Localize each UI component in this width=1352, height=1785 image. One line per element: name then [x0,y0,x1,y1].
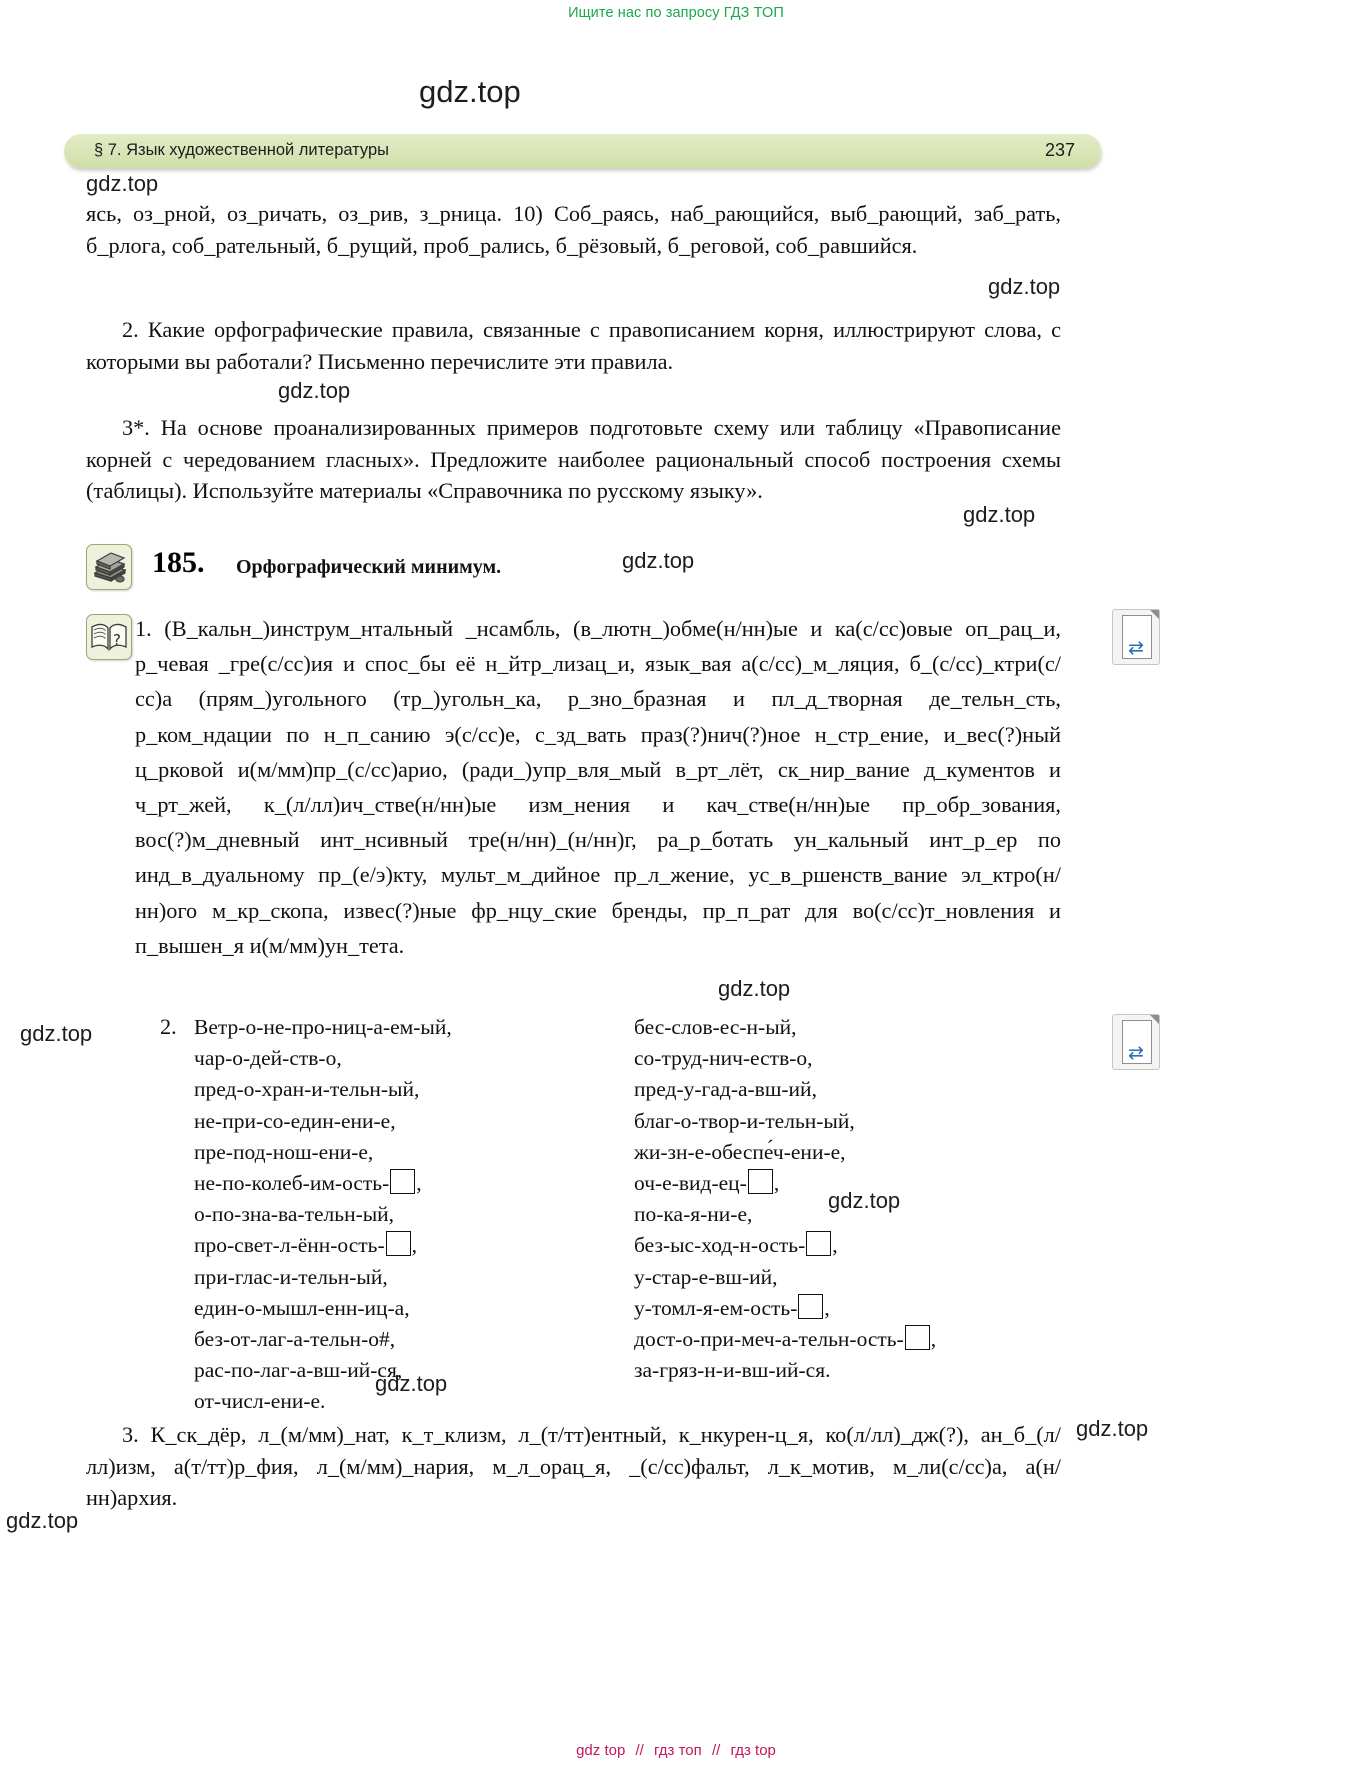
morpheme-word-text: един-о-мышл-енн-иц-а, [194,1295,410,1320]
morpheme-word-text: рас-по-лаг-а-вш-ий-ся, [194,1358,403,1383]
exercise-part-1-text: 1. (В_кальн_)инструм_нтальный _нсамбль, (в_лютн_)обме(н/нн)ые и ка(с/сс)овые оп_рац_и, р_чевая _гре(с/сс)ия и спос_бы её н_йтр_лизац_и, язык_вая а(с/сс)_м_ляция, б_(с/сс)_ктри(с/сс)а (прям_)угольного (тр_)угольн_ка, р_зно_бразная и пл_д_творная де_тельн_сть, р_ком_ндации по н_п_санию э(с/сс)е, с_зд_вать праз(?)нич(?)ное н_стр_ение, и_вес(?)ный ц_рковой и(м/мм)пр_(с/сс)арио, (ради_)упр_вля_мый в_рт_лёт, ск_нир_вание д_кументов и ч_рт_жей, к_(л/лл)ич_стве(н/нн)ые изм_нения и кач_стве(н/нн)ые пр_обр_зования, вос(?)м_дневный инт_нсивный тре(н/нн)_(н/нн)г, ра_р_ботать ун_кальный инт_р_ер по инд_в_дуальному пр_(е/э)кту, мульт_м_дийное пр_л_жение, ус_в_ршенств_вание эл_ктро(н/нн)ого м_кр_скопа, извес(?)ные фр_нцу_ские бренды, пр_п_рат для во(с/сс)т_новления и п_вышен_я и(м/мм)ун_тета. [135,616,1061,958]
morpheme-word-text: у-томл-я-ем-ость- [634,1295,798,1320]
watermark-large: gdz.top [419,74,521,109]
textbook-page [0,26,1352,1726]
morpheme-word-text: без-от-лаг-а-тельн-о#, [194,1327,396,1352]
watermark: gdz.top [1076,1416,1149,1441]
svg-text:?: ? [113,631,121,649]
part-2-left-column [194,1012,624,1418]
footer-item-2[interactable]: гдз топ [654,1742,702,1759]
morpheme-word [194,1106,624,1137]
morpheme-word-text: при-глас-и-тельн-ый, [194,1264,388,1289]
empty-suffix-box [806,1231,831,1256]
morpheme-word [194,1137,624,1168]
empty-suffix-box [386,1231,411,1256]
morpheme-word [194,1293,624,1324]
promo-text: Ищите нас по запросу ГДЗ ТОП [568,5,784,21]
morpheme-word-text: не-по-колеб-им-ость- [194,1171,390,1196]
watermark: gdz.top [988,274,1061,299]
page-corner-icon [1150,1015,1159,1024]
morpheme-word-text: не-при-со-един-ени-е, [194,1108,396,1133]
empty-suffix-box [748,1169,773,1194]
footer-links [0,1742,1352,1759]
morpheme-word [194,1262,624,1293]
empty-suffix-box [390,1169,415,1194]
promo-bar [0,0,1352,26]
morpheme-word [194,1324,624,1355]
paragraph-top-continuation: ясь, оз_рной, оз_ричать, оз_рив, з_рница. 10) Соб_раясь, наб_рающийся, выб_рающий, заб_рать, б_рлога, соб_рательный, б_рущий, проб_рались, б_рёзовый, б_реговой, соб_равшийся. [86,201,1061,258]
question-3: 3*. На основе проанализированных примеров подготовьте схему или таблицу «Правописание корней с чередованием гласных». Предложите наиболее рациональный способ построения схемы (таблицы). Используйте материалы «Справочника по русскому языку». [86,415,1061,503]
morpheme-word [194,1199,624,1230]
watermark: gdz.top [375,1371,448,1396]
morpheme-word-tail: , [773,1171,780,1196]
running-head-band [64,134,1101,168]
morpheme-word [194,1168,624,1199]
page-corner-icon [1150,610,1159,619]
watermark: gdz.top [718,976,791,1001]
morpheme-word [194,1012,624,1043]
morpheme-word-text: у-стар-е-вш-ий, [634,1264,778,1289]
part-2-marker: 2. [160,1014,177,1039]
morpheme-word-text: благ-о-твор-и-тельн-ый, [634,1108,855,1133]
morpheme-word [634,1106,1074,1137]
morpheme-word-text: о-по-зна-ва-тельн-ый, [194,1202,395,1227]
exercise-title: Орфографический минимум. [236,556,502,578]
morpheme-word [194,1043,624,1074]
watermark: gdz.top [963,502,1036,527]
morpheme-word-text: от-числ-ени-е. [194,1389,326,1414]
watermark: gdz.top [86,171,159,196]
question-2: 2. Какие орфографические правила, связанные с правописанием корня, иллюстрируют слова, с которыми вы работали? Письменно перечислите эти правила. [86,317,1061,374]
empty-suffix-box [798,1294,823,1319]
morpheme-word-text: пред-о-хран-и-тельн-ый, [194,1077,420,1102]
watermark: gdz.top [6,1508,79,1533]
watermark: gdz.top [20,1021,93,1046]
morpheme-word-text: чар-о-дей-ств-о, [194,1046,342,1071]
morpheme-word [634,1355,1074,1386]
footer-separator-1: // [635,1742,644,1759]
morpheme-word-text: жи-зн-е-обеспе́ч-ени-е, [634,1139,846,1164]
exercise-number: 185. [152,546,205,579]
morpheme-word-text: Ветр-о-не-про-ниц-а-ем-ый, [194,1015,452,1039]
morpheme-word [634,1074,1074,1105]
refresh-page-icon: ⇄ [1128,1042,1144,1064]
morpheme-word-tail: , [416,1171,422,1196]
morpheme-word [634,1262,1074,1293]
stack-of-books-icon [86,544,132,590]
footer-separator-2: // [711,1742,721,1759]
morpheme-word-tail: , [411,1233,417,1258]
refresh-answer-button-1[interactable] [1112,609,1160,665]
morpheme-word-text: за-гряз-н-и-вш-ий-ся. [634,1358,831,1383]
morpheme-word-text: про-свет-л-ённ-ость- [194,1233,385,1258]
morpheme-word [634,1012,1074,1043]
section-title: § 7. Язык художественной литературы [94,141,390,159]
morpheme-word-text: со-труд-нич-еств-о, [634,1046,813,1071]
morpheme-word-tail: , [930,1327,937,1352]
page-number: 237 [1044,140,1075,160]
morpheme-word-text: бес-слов-ес-н-ый, [634,1015,797,1039]
exercise-part-3-text: 3. К_ск_дёр, л_(м/мм)_нат, к_т_клизм, л_(т/тт)ентный, к_нкурен-ц_я, ко(л/лл)_дж(?), ан_б_(л/лл)изм, а(т/тт)р_фия, л_(м/мм)_нария, м_л_орац_я, _(с/сс)фальт, л_к_мотив, м_ли(с/сс)а, а(н/нн)архия. [86,1422,1061,1510]
watermark: gdz.top [828,1188,901,1213]
footer-item-3[interactable]: гдз top [730,1742,776,1759]
morpheme-word [634,1324,1074,1355]
refresh-answer-button-2[interactable] [1112,1014,1160,1070]
morpheme-word-text: оч-е-вид-ец- [634,1171,747,1196]
footer-item-1[interactable]: gdz top [576,1742,626,1759]
open-book-question-icon [86,614,132,660]
morpheme-word-text: дост-о-при-меч-а-тельн-ость- [634,1327,904,1352]
morpheme-word [634,1293,1074,1324]
morpheme-word-text: по-ка-я-ни-е, [634,1202,753,1227]
watermark: gdz.top [278,378,351,403]
morpheme-word [194,1230,624,1261]
morpheme-word-text: пред-у-гад-а-вш-ий, [634,1077,817,1102]
morpheme-word [634,1137,1074,1168]
watermark: gdz.top [622,548,695,573]
refresh-page-icon: ⇄ [1128,637,1144,659]
morpheme-word [194,1074,624,1105]
morpheme-word [634,1043,1074,1074]
morpheme-word-text: без-ыс-ход-н-ость- [634,1233,806,1258]
morpheme-word-tail: , [832,1233,838,1258]
morpheme-word [634,1230,1074,1261]
morpheme-word-tail: , [824,1295,830,1320]
empty-suffix-box [905,1325,930,1350]
morpheme-word-text: пре-под-нош-ени-е, [194,1139,374,1164]
